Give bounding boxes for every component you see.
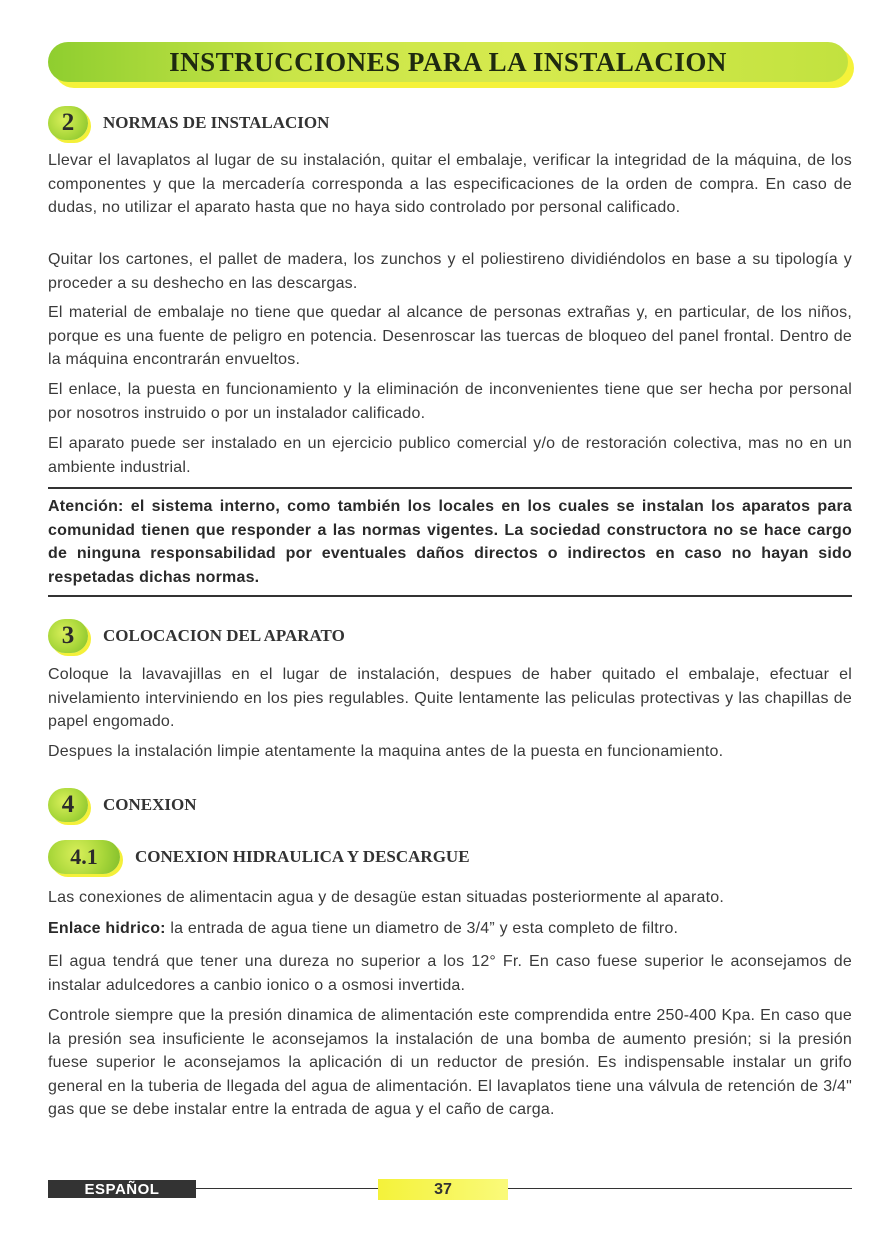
section-title: CONEXION HIDRAULICA Y DESCARGUE <box>135 847 470 866</box>
section-title: COLOCACION DEL APARATO <box>103 626 345 645</box>
paragraph: El material de embalaje no tiene que quedar al alcance de personas extrañas y, en particular, de los niños, porque es una fuente de peligro en potencia. Desenroscar las tuercas de bloqueo del panel frontal. Dentro de la máquina encontrarán envueltos. <box>48 304 852 368</box>
language-label: ESPAÑOL <box>48 1180 196 1198</box>
paragraph: Coloque la lavavajillas en el lugar de instalación, despues de haber quitado el embalaje, efectuar el nivelamiento interviniendo en los pies regulables. Quite lentamente las peliculas protectivas y las chapillas de papel engomado. <box>48 666 852 730</box>
inline-text: la entrada de agua tiene un diametro de 3/4” y esta completo de filtro. <box>165 920 679 937</box>
paragraph: Llevar el lavaplatos al lugar de su instalación, quitar el embalaje, verificar la integridad de la máquina, de los componentes y que la mercadería corresponda a las especificaciones de la orden de compra. En caso de dudas, no utilizar el aparato hasta que no haya sido controlado por personal calificado. <box>48 152 852 216</box>
page-title: INSTRUCCIONES PARA LA INSTALACION <box>169 46 727 77</box>
section-number-badge: 4 <box>48 788 88 822</box>
paragraph: Las conexiones de alimentacin agua y de desagüe estan situadas posteriormente al aparato. <box>48 889 725 906</box>
section-title: CONEXION <box>103 795 197 814</box>
section-number-badge: 3 <box>48 619 88 653</box>
section-number-badge: 4.1 <box>48 840 120 874</box>
section-number-badge: 2 <box>48 106 88 140</box>
banner-bar <box>48 42 848 82</box>
section-4-heading <box>48 788 197 822</box>
section-2-heading <box>48 106 329 140</box>
paragraph: El enlace, la puesta en funcionamiento y la eliminación de inconvenientes tiene que ser hecha por personal por nosotros instruido o por un instalador calificado. <box>48 381 852 422</box>
inline-label: Enlace hidrico: <box>48 920 166 937</box>
warning-text: Atención: el sistema interno, como también los locales en los cuales se instalan los aparatos para comunidad tienen que responder a las normas vigentes. La sociedad constructora no se hace cargo de ninguna responsabilidad por eventuales daños directos o indirectos en caso no hayan sido respetadas dichas normas. <box>48 498 852 586</box>
header-banner <box>48 42 854 88</box>
page-number: 37 <box>378 1179 508 1200</box>
section-4-1-heading <box>48 840 470 874</box>
paragraph: Despues la instalación limpie atentamente la maquina antes de la puesta en funcionamiento. <box>48 743 724 760</box>
warning-box <box>48 487 852 597</box>
paragraph <box>48 917 852 941</box>
paragraph: El agua tendrá que tener una dureza no superior a los 12° Fr. En caso fuese superior le aconsejamos de instalar adulcedores a canbio ionico o a osmosi invertida. <box>48 953 852 994</box>
paragraph: Controle siempre que la presión dinamica de alimentación este comprendida entre 250-400 Kpa. En caso que la presión sea insuficiente le aconsejamos la instalación de una bomba de aumento presión; si la presión fuese superior le aconsejamos la aplicación di un reductor de presión. Es indispensable instalar un grifo general en la tuberia de llegada del agua de alimentación. El lavaplatos tiene una válvula de retención de 3/4" gas que se debe instalar entre la entrada de agua y el caño de carga. <box>48 1007 852 1118</box>
paragraph: Quitar los cartones, el pallet de madera, los zunchos y el poliestireno dividiéndolos en base a su tipología y proceder a su deshecho en las descargas. <box>48 251 852 292</box>
section-3-heading <box>48 619 345 653</box>
section-title: NORMAS DE INSTALACION <box>103 113 330 132</box>
paragraph: El aparato puede ser instalado en un ejercicio publico comercial y/o de restoración colectiva, mas no en un ambiente industrial. <box>48 435 852 476</box>
